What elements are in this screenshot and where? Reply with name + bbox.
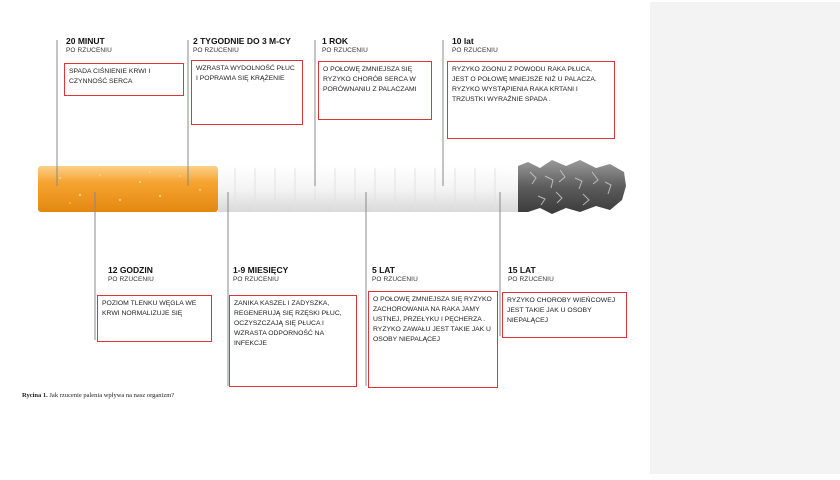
milestone-subtitle: PO RZUCENIU bbox=[372, 276, 418, 283]
cigarette-ash bbox=[518, 160, 626, 214]
cigarette-filter bbox=[38, 166, 218, 212]
milestone-label-1rok bbox=[322, 36, 368, 56]
milestone-label-20min bbox=[66, 36, 112, 56]
milestone-title: 2 TYGODNIE DO 3 M-CY bbox=[193, 36, 291, 46]
milestone-box-12godz: POZIOM TLENKU WĘGLA WE KRWI NORMALIZUJE SIĘ bbox=[97, 295, 212, 342]
milestone-subtitle: PO RZUCENIU bbox=[508, 276, 554, 283]
side-panel bbox=[650, 2, 840, 474]
milestone-box-2tyg: WZRASTA WYDOLNOŚĆ PŁUC I POPRAWIA SIĘ KRĄŻENIE bbox=[191, 60, 303, 125]
milestone-subtitle: PO RZUCENIU bbox=[193, 47, 239, 54]
milestone-label-12godz bbox=[108, 265, 154, 285]
milestone-subtitle: PO RZUCENIU bbox=[322, 47, 368, 54]
milestone-subtitle: PO RZUCENIU bbox=[233, 276, 279, 283]
milestone-box-5lat: O POŁOWĘ ZMNIEJSZA SIĘ RYZYKO ZACHOROWANIA NA RAKA JAMY USTNEJ, PRZEŁYKU I PĘCHERZA . RYZYKO ZAWAŁU JEST TAKIE JAK U OSOBY NIEPALĄCEJ bbox=[368, 291, 498, 388]
milestone-subtitle: PO RZUCENIU bbox=[452, 47, 498, 54]
caption-text: Jak rzucenie palenia wpływa na nasz organizm? bbox=[49, 392, 175, 399]
milestone-title: 5 LAT bbox=[372, 265, 395, 275]
cigarette-paper bbox=[218, 166, 518, 212]
milestone-title: 1-9 MIESIĘCY bbox=[233, 265, 289, 275]
milestone-box-20min: SPADA CIŚNIENIE KRWI I CZYNNOŚĆ SERCA bbox=[64, 63, 184, 96]
milestone-label-15lat bbox=[508, 265, 554, 285]
milestone-box-10lat: RYZYKO ZGONU Z POWODU RAKA PŁUCA, JEST O POŁOWĘ MNIEJSZE NIŻ U PALACZA. RYZYKO WYSTĄPIENIA RAKA KRTANI I TRZUSTKI WYRAŹNIE SPADA . bbox=[447, 61, 615, 139]
milestone-label-10lat bbox=[452, 36, 498, 56]
milestone-title: 20 MINUT bbox=[66, 36, 105, 46]
milestone-box-15lat: RYZYKO CHOROBY WIEŃCOWEJ JEST TAKIE JAK U OSOBY NIEPALĄCEJ bbox=[502, 292, 627, 338]
milestone-title: 15 LAT bbox=[508, 265, 536, 275]
milestone-label-2tyg bbox=[193, 36, 291, 56]
milestone-title: 1 ROK bbox=[322, 36, 348, 46]
caption-label: Rycina 1. bbox=[22, 392, 48, 399]
milestone-subtitle: PO RZUCENIU bbox=[66, 47, 112, 54]
milestone-box-1rok: O POŁOWĘ ZMNIEJSZA SIĘ RYZYKO CHORÓB SERCA W PORÓWNANIU Z PALACZAMI bbox=[318, 61, 432, 120]
figure-caption bbox=[22, 392, 174, 399]
milestone-title: 10 lat bbox=[452, 36, 474, 46]
milestone-title: 12 GODZIN bbox=[108, 265, 153, 275]
milestone-box-1-9mies: ZANIKA KASZEL I ZADYSZKA, REGENERUJĄ SIĘ RZĘSKI PŁUC, OCZYSZCZAJĄ SIĘ PŁUCA I WZRASTA ODPORNOŚĆ NA INFEKCJE bbox=[229, 295, 357, 387]
milestone-label-1-9mies bbox=[233, 265, 288, 285]
milestone-label-5lat bbox=[372, 265, 418, 285]
milestone-subtitle: PO RZUCENIU bbox=[108, 276, 154, 283]
